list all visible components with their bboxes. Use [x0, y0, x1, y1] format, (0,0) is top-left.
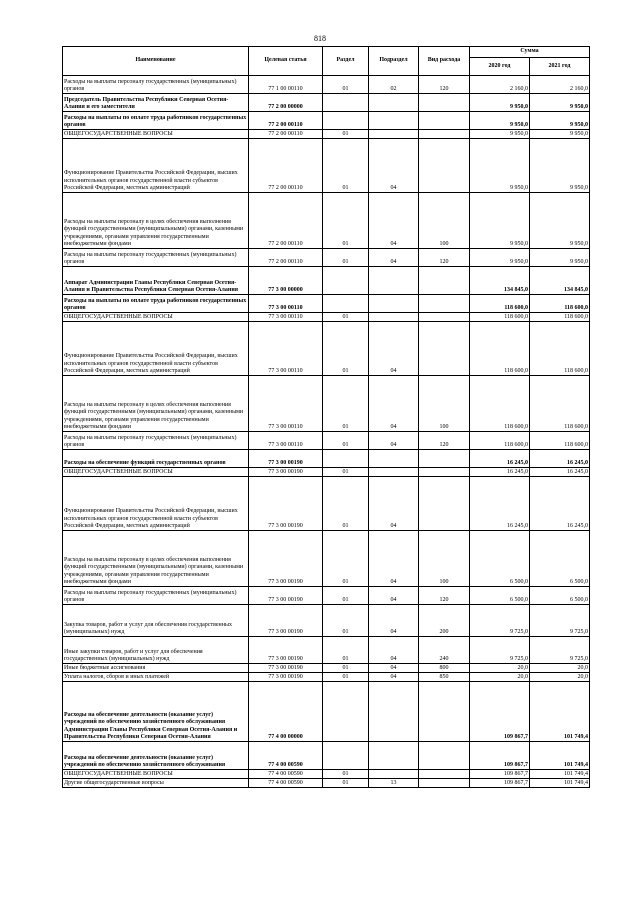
cell-subsection	[369, 267, 419, 295]
cell-subsection: 04	[369, 673, 419, 682]
table-row	[63, 605, 590, 637]
cell-target: 77 3 00 00190	[249, 605, 323, 637]
cell-sum-2020: 118 600,0	[470, 313, 530, 322]
cell-sum-2020: 9 725,0	[470, 637, 530, 664]
cell-subsection: 04	[369, 376, 419, 432]
cell-section: 01	[323, 531, 369, 587]
cell-subsection	[369, 313, 419, 322]
cell-target: 77 4 00 00000	[249, 682, 323, 742]
header-sum: Сумма	[470, 47, 590, 58]
table-body	[63, 76, 590, 788]
cell-name: Иные бюджетные ассигнования	[63, 664, 249, 673]
cell-expense-type	[419, 112, 470, 130]
table-row	[63, 139, 590, 193]
cell-sum-2021: 9 950,0	[530, 139, 590, 193]
cell-name: Расходы на выплаты по оплате труда работников государственных органов	[63, 112, 249, 130]
cell-section	[323, 112, 369, 130]
header-year-2021: 2021 год	[530, 58, 590, 76]
cell-sum-2021: 118 600,0	[530, 322, 590, 376]
cell-target: 77 4 00 00590	[249, 770, 323, 779]
cell-expense-type	[419, 477, 470, 531]
cell-target: 77 4 00 00590	[249, 779, 323, 788]
cell-sum-2020: 16 245,0	[470, 477, 530, 531]
cell-name: Аппарат Администрации Главы Республики Северная Осетия-Алания и Правительства Республики Северная Осетия-Алания	[63, 267, 249, 295]
cell-section: 01	[323, 130, 369, 139]
table-row	[63, 742, 590, 770]
cell-sum-2020: 9 950,0	[470, 94, 530, 112]
page-number: 818	[314, 34, 326, 43]
table-row	[63, 112, 590, 130]
cell-name: Расходы на выплаты персоналу государственных (муниципальных) органов	[63, 249, 249, 267]
cell-name: Расходы на выплаты персоналу в целях обеспечения выполнения функций государственными (муниципальными) органами, казенными учреждениями, органами управления государственными внебюджетными фондами	[63, 531, 249, 587]
cell-name: Расходы на обеспечение деятельности (оказание услуг) учреждений по обеспечению хозяйственного обслуживания Администрации Главы Республики Северная Осетия-Алания и Правительства Республики Северная Осетия-Алания	[63, 682, 249, 742]
cell-sum-2020: 2 160,0	[470, 76, 530, 94]
table-row	[63, 450, 590, 468]
cell-subsection: 04	[369, 322, 419, 376]
cell-subsection: 04	[369, 587, 419, 605]
cell-name: Функционирование Правительства Российской Федерации, высших исполнительных органов государственной власти субъектов Российской Федерации, местных администраций	[63, 477, 249, 531]
cell-expense-type: 120	[419, 587, 470, 605]
cell-target: 77 2 00 00110	[249, 139, 323, 193]
cell-expense-type: 100	[419, 376, 470, 432]
cell-section: 01	[323, 468, 369, 477]
cell-sum-2021: 16 245,0	[530, 477, 590, 531]
cell-name: Расходы на выплаты персоналу государственных (муниципальных) органов	[63, 587, 249, 605]
cell-name: ОБЩЕГОСУДАРСТВЕННЫЕ ВОПРОСЫ	[63, 770, 249, 779]
cell-section: 01	[323, 313, 369, 322]
cell-target: 77 3 00 00190	[249, 664, 323, 673]
table-row	[63, 267, 590, 295]
cell-subsection: 04	[369, 193, 419, 249]
cell-expense-type	[419, 313, 470, 322]
cell-expense-type	[419, 450, 470, 468]
cell-target: 77 3 00 00110	[249, 432, 323, 450]
cell-target: 77 2 00 00000	[249, 94, 323, 112]
cell-section	[323, 450, 369, 468]
cell-sum-2021: 9 725,0	[530, 637, 590, 664]
cell-sum-2020: 16 245,0	[470, 468, 530, 477]
cell-target: 77 2 00 00110	[249, 193, 323, 249]
cell-expense-type	[419, 322, 470, 376]
cell-expense-type	[419, 468, 470, 477]
cell-name: Другие общегосударственные вопросы	[63, 779, 249, 788]
cell-subsection: 02	[369, 76, 419, 94]
cell-sum-2021: 20,0	[530, 664, 590, 673]
cell-section: 01	[323, 249, 369, 267]
table-row	[63, 249, 590, 267]
cell-expense-type	[419, 139, 470, 193]
table-row	[63, 432, 590, 450]
cell-name: Расходы на выплаты персоналу государственных (муниципальных) органов	[63, 432, 249, 450]
cell-subsection	[369, 682, 419, 742]
cell-name: ОБЩЕГОСУДАРСТВЕННЫЕ ВОПРОСЫ	[63, 130, 249, 139]
cell-expense-type: 100	[419, 193, 470, 249]
cell-subsection	[369, 450, 419, 468]
cell-section: 01	[323, 637, 369, 664]
cell-subsection: 04	[369, 139, 419, 193]
cell-expense-type	[419, 130, 470, 139]
table-row	[63, 779, 590, 788]
cell-subsection: 04	[369, 637, 419, 664]
cell-expense-type: 120	[419, 249, 470, 267]
cell-section: 01	[323, 664, 369, 673]
cell-target: 77 4 00 00590	[249, 742, 323, 770]
cell-sum-2020: 9 950,0	[470, 193, 530, 249]
cell-expense-type: 800	[419, 664, 470, 673]
table-row	[63, 130, 590, 139]
header-expense-type: Вид расхода	[419, 47, 470, 76]
cell-subsection	[369, 130, 419, 139]
cell-expense-type: 120	[419, 76, 470, 94]
cell-subsection	[369, 295, 419, 313]
cell-target: 77 3 00 00110	[249, 295, 323, 313]
cell-name: Уплата налогов, сборов и иных платежей	[63, 673, 249, 682]
cell-sum-2020: 9 950,0	[470, 130, 530, 139]
cell-sum-2021: 16 245,0	[530, 450, 590, 468]
cell-expense-type: 850	[419, 673, 470, 682]
cell-sum-2020: 118 600,0	[470, 322, 530, 376]
table-row	[63, 664, 590, 673]
cell-sum-2021: 9 950,0	[530, 193, 590, 249]
cell-sum-2020: 6 500,0	[470, 587, 530, 605]
cell-subsection: 04	[369, 605, 419, 637]
cell-name: Расходы на обеспечение функций государственных органов	[63, 450, 249, 468]
cell-sum-2021: 6 500,0	[530, 531, 590, 587]
table-row	[63, 770, 590, 779]
cell-target: 77 3 00 00110	[249, 376, 323, 432]
table-row	[63, 313, 590, 322]
cell-sum-2020: 9 950,0	[470, 249, 530, 267]
cell-expense-type: 200	[419, 605, 470, 637]
cell-sum-2021: 6 500,0	[530, 587, 590, 605]
cell-target: 77 3 00 00110	[249, 322, 323, 376]
budget-table	[62, 46, 590, 788]
cell-sum-2021: 101 749,4	[530, 742, 590, 770]
cell-target: 77 3 00 00190	[249, 587, 323, 605]
cell-target: 77 3 00 00110	[249, 313, 323, 322]
header-year-2020: 2020 год	[470, 58, 530, 76]
cell-sum-2021: 9 950,0	[530, 94, 590, 112]
cell-expense-type: 240	[419, 637, 470, 664]
cell-target: 77 3 00 00190	[249, 673, 323, 682]
cell-subsection: 04	[369, 531, 419, 587]
cell-sum-2020: 16 245,0	[470, 450, 530, 468]
cell-sum-2020: 9 950,0	[470, 112, 530, 130]
table-row	[63, 673, 590, 682]
cell-expense-type	[419, 94, 470, 112]
cell-sum-2020: 20,0	[470, 673, 530, 682]
cell-sum-2020: 6 500,0	[470, 531, 530, 587]
cell-section: 01	[323, 193, 369, 249]
cell-subsection	[369, 112, 419, 130]
cell-name: Расходы на выплаты персоналу государственных (муниципальных) органов	[63, 76, 249, 94]
cell-section: 01	[323, 432, 369, 450]
cell-expense-type	[419, 295, 470, 313]
cell-section: 01	[323, 477, 369, 531]
cell-expense-type	[419, 770, 470, 779]
cell-sum-2021: 101 749,4	[530, 682, 590, 742]
cell-name: Функционирование Правительства Российской Федерации, высших исполнительных органов государственной власти субъектов Российской Федерации, местных администраций	[63, 322, 249, 376]
cell-section: 01	[323, 76, 369, 94]
cell-target: 77 1 00 00110	[249, 76, 323, 94]
cell-expense-type	[419, 267, 470, 295]
cell-section	[323, 267, 369, 295]
header-section: Раздел	[323, 47, 369, 76]
cell-target: 77 3 00 00190	[249, 450, 323, 468]
cell-section: 01	[323, 587, 369, 605]
cell-sum-2020: 9 725,0	[470, 605, 530, 637]
cell-sum-2021: 9 950,0	[530, 249, 590, 267]
cell-sum-2020: 118 600,0	[470, 432, 530, 450]
cell-sum-2021: 101 749,4	[530, 770, 590, 779]
cell-sum-2021: 16 245,0	[530, 468, 590, 477]
cell-subsection	[369, 742, 419, 770]
cell-section	[323, 682, 369, 742]
cell-name: Расходы на выплаты персоналу в целях обеспечения выполнения функций государственными (муниципальными) органами, казенными учреждениями, органами управления государственными внебюджетными фондами	[63, 193, 249, 249]
cell-section	[323, 742, 369, 770]
cell-sum-2020: 109 867,7	[470, 682, 530, 742]
cell-subsection	[369, 770, 419, 779]
table-row	[63, 295, 590, 313]
cell-sum-2021: 118 600,0	[530, 295, 590, 313]
cell-section: 01	[323, 322, 369, 376]
cell-sum-2021: 2 160,0	[530, 76, 590, 94]
cell-section: 01	[323, 779, 369, 788]
cell-sum-2020: 109 867,7	[470, 742, 530, 770]
cell-sum-2021: 9 725,0	[530, 605, 590, 637]
cell-sum-2020: 134 845,0	[470, 267, 530, 295]
cell-section: 01	[323, 673, 369, 682]
cell-target: 77 3 00 00000	[249, 267, 323, 295]
table-row	[63, 531, 590, 587]
table-row	[63, 587, 590, 605]
cell-sum-2020: 109 867,7	[470, 779, 530, 788]
cell-name: Расходы на обеспечение деятельности (оказание услуг) учреждений по обеспечению хозяйственного обслуживания	[63, 742, 249, 770]
cell-sum-2021: 118 600,0	[530, 376, 590, 432]
cell-target: 77 3 00 00190	[249, 637, 323, 664]
cell-sum-2021: 20,0	[530, 673, 590, 682]
cell-name: Расходы на выплаты по оплате труда работников государственных органов	[63, 295, 249, 313]
cell-sum-2021: 9 950,0	[530, 130, 590, 139]
table-row	[63, 376, 590, 432]
cell-sum-2021: 118 600,0	[530, 313, 590, 322]
cell-subsection: 04	[369, 432, 419, 450]
cell-sum-2020: 109 867,7	[470, 770, 530, 779]
cell-section	[323, 295, 369, 313]
table-row	[63, 94, 590, 112]
cell-subsection: 04	[369, 249, 419, 267]
cell-name: Иные закупки товаров, работ и услуг для обеспечения государственных (муниципальных) нужд	[63, 637, 249, 664]
cell-target: 77 2 00 00110	[249, 112, 323, 130]
table-row	[63, 477, 590, 531]
cell-target: 77 2 00 00110	[249, 130, 323, 139]
cell-target: 77 3 00 00190	[249, 468, 323, 477]
cell-section: 01	[323, 770, 369, 779]
cell-name: Закупка товаров, работ и услуг для обеспечения государственных (муниципальных) нужд	[63, 605, 249, 637]
cell-expense-type: 100	[419, 531, 470, 587]
cell-name: ОБЩЕГОСУДАРСТВЕННЫЕ ВОПРОСЫ	[63, 313, 249, 322]
cell-sum-2020: 20,0	[470, 664, 530, 673]
table-row	[63, 468, 590, 477]
cell-subsection: 13	[369, 779, 419, 788]
cell-subsection: 04	[369, 477, 419, 531]
cell-name: ОБЩЕГОСУДАРСТВЕННЫЕ ВОПРОСЫ	[63, 468, 249, 477]
cell-sum-2020: 9 950,0	[470, 139, 530, 193]
cell-expense-type: 120	[419, 432, 470, 450]
cell-expense-type	[419, 779, 470, 788]
cell-expense-type	[419, 682, 470, 742]
cell-section: 01	[323, 376, 369, 432]
table-row	[63, 322, 590, 376]
table-row	[63, 76, 590, 94]
cell-subsection	[369, 468, 419, 477]
table-row	[63, 682, 590, 742]
cell-sum-2020: 118 600,0	[470, 376, 530, 432]
cell-sum-2021: 134 845,0	[530, 267, 590, 295]
cell-name: Функционирование Правительства Российской Федерации, высших исполнительных органов государственной власти субъектов Российской Федерации, местных администраций	[63, 139, 249, 193]
header-subsection: Подраздел	[369, 47, 419, 76]
cell-section	[323, 94, 369, 112]
header-target: Целевая статья	[249, 47, 323, 76]
cell-sum-2021: 101 749,4	[530, 779, 590, 788]
cell-sum-2021: 9 950,0	[530, 112, 590, 130]
cell-name: Председатель Правительства Республики Северная Осетия-Алания и его заместители	[63, 94, 249, 112]
cell-target: 77 2 00 00110	[249, 249, 323, 267]
cell-target: 77 3 00 00190	[249, 531, 323, 587]
cell-section: 01	[323, 139, 369, 193]
cell-target: 77 3 00 00190	[249, 477, 323, 531]
cell-name: Расходы на выплаты персоналу в целях обеспечения выполнения функций государственными (муниципальными) органами, казенными учреждениями, органами управления государственными внебюджетными фондами	[63, 376, 249, 432]
cell-expense-type	[419, 742, 470, 770]
cell-sum-2020: 118 600,0	[470, 295, 530, 313]
header-name: Наименование	[63, 47, 249, 76]
cell-section: 01	[323, 605, 369, 637]
cell-subsection: 04	[369, 664, 419, 673]
table-row	[63, 193, 590, 249]
table-row	[63, 637, 590, 664]
cell-sum-2021: 118 600,0	[530, 432, 590, 450]
cell-subsection	[369, 94, 419, 112]
